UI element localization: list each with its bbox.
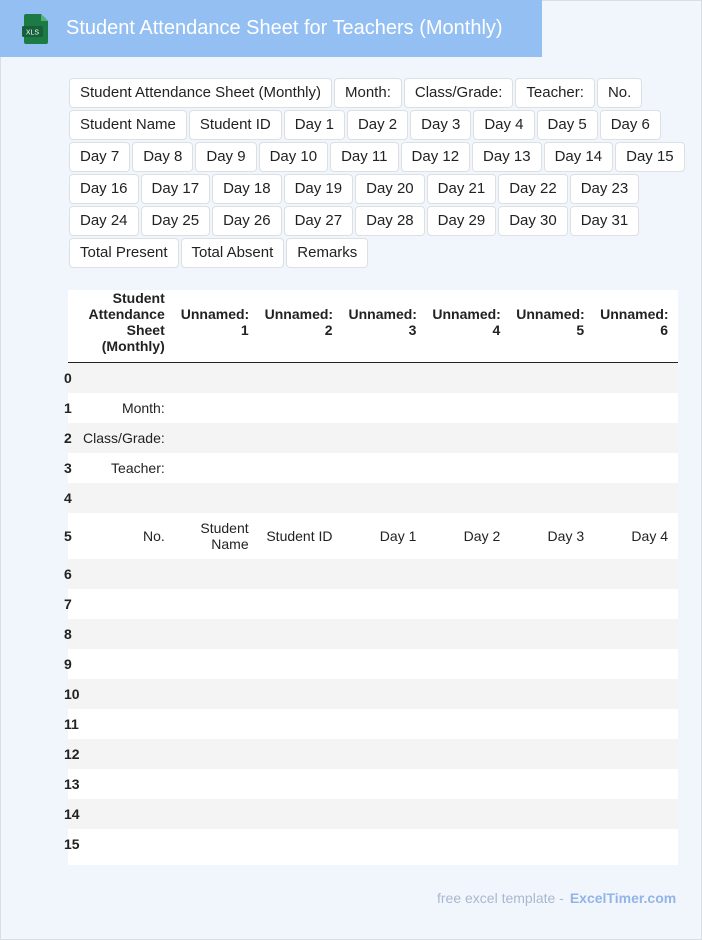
- table-cell: [175, 799, 259, 829]
- table-cell: [343, 619, 427, 649]
- table-cell: [510, 483, 594, 513]
- table-cell: [594, 799, 678, 829]
- table-cell: [175, 619, 259, 649]
- xls-icon-label: XLS: [25, 29, 40, 37]
- column-chip[interactable]: Day 26: [212, 206, 282, 236]
- table-row: [68, 739, 678, 769]
- table-row: [68, 423, 678, 453]
- row-index: 9: [64, 656, 72, 672]
- table-row: [68, 589, 678, 619]
- column-chip[interactable]: Day 3: [410, 110, 471, 140]
- table-cell: [343, 453, 427, 483]
- table-cell: [510, 453, 594, 483]
- row-index: 15: [64, 836, 80, 852]
- column-header: Unnamed: 1: [175, 290, 259, 363]
- table-cell: [426, 393, 510, 423]
- table-cell: [64, 769, 175, 799]
- column-chip[interactable]: Day 19: [284, 174, 354, 204]
- column-chip[interactable]: Day 10: [259, 142, 329, 172]
- table-cell: [175, 769, 259, 799]
- table-cell: [343, 589, 427, 619]
- table-cell: [426, 453, 510, 483]
- data-table: [64, 290, 678, 865]
- row-index: 13: [64, 776, 80, 792]
- table-cell: [64, 393, 175, 423]
- table-cell: [64, 829, 175, 859]
- table-cell: [426, 679, 510, 709]
- table-cell: [343, 363, 427, 394]
- table-cell: [426, 619, 510, 649]
- table-cell: [343, 679, 427, 709]
- column-chip[interactable]: Day 24: [69, 206, 139, 236]
- table-cell: [175, 393, 259, 423]
- table-cell: [510, 423, 594, 453]
- table-cell: [594, 589, 678, 619]
- column-chip[interactable]: Day 9: [195, 142, 256, 172]
- table-row: [68, 513, 678, 559]
- table-cell: [510, 649, 594, 679]
- table-cell: [64, 679, 175, 709]
- table-cell: [64, 589, 175, 619]
- row-index: 11: [64, 716, 79, 732]
- table-cell: [594, 393, 678, 423]
- table-cell: [175, 423, 259, 453]
- column-chip[interactable]: Day 21: [427, 174, 497, 204]
- table-cell: [426, 799, 510, 829]
- table-row: [68, 679, 678, 709]
- table-cell: [175, 709, 259, 739]
- table-row: [68, 393, 678, 423]
- table-cell: [594, 739, 678, 769]
- table-cell: Day 4: [594, 513, 678, 559]
- footer: [437, 890, 676, 906]
- table-cell: [426, 739, 510, 769]
- table-row: [68, 769, 678, 799]
- column-chip[interactable]: Month:: [334, 78, 402, 108]
- table-cell: [510, 589, 594, 619]
- column-header: Unnamed: 3: [343, 290, 427, 363]
- table-header-row: [68, 290, 678, 363]
- column-chip[interactable]: Day 13: [472, 142, 542, 172]
- table-cell: [510, 769, 594, 799]
- table-cell: [343, 769, 427, 799]
- table-cell: [343, 739, 427, 769]
- page-title: Student Attendance Sheet for Teachers (Monthly): [66, 17, 503, 39]
- table-cell: [64, 709, 175, 739]
- column-chip[interactable]: Day 29: [427, 206, 497, 236]
- column-chip[interactable]: Day 14: [544, 142, 614, 172]
- row-index: 12: [64, 746, 80, 762]
- column-chip[interactable]: Day 16: [69, 174, 139, 204]
- table-cell: [594, 619, 678, 649]
- table-cell: [259, 769, 343, 799]
- table-cell: [343, 709, 427, 739]
- table-row: [68, 453, 678, 483]
- table-cell: [64, 649, 175, 679]
- row-index: 2: [64, 430, 72, 446]
- table-cell: [510, 559, 594, 589]
- table-cell: Student Name: [175, 513, 259, 559]
- column-chip[interactable]: Student Attendance Sheet (Monthly): [69, 78, 332, 108]
- column-header: Unnamed: 6: [594, 290, 678, 363]
- column-chip[interactable]: Day 1: [284, 110, 345, 140]
- table-cell: [175, 363, 259, 394]
- column-chip[interactable]: Day 11: [330, 142, 398, 172]
- cell-value: Teacher:: [111, 460, 165, 476]
- table-cell: [594, 649, 678, 679]
- table-cell: [259, 829, 343, 859]
- table-cell: [594, 453, 678, 483]
- column-chip[interactable]: Day 23: [570, 174, 640, 204]
- table-cell: [510, 393, 594, 423]
- table-cell: [594, 769, 678, 799]
- table-cell: [64, 513, 175, 559]
- row-index: 0: [64, 370, 72, 386]
- table-cell: [64, 559, 175, 589]
- column-chip[interactable]: Day 4: [473, 110, 534, 140]
- table-cell: [175, 649, 259, 679]
- column-chip[interactable]: Day 25: [141, 206, 211, 236]
- table-row: [68, 559, 678, 589]
- footer-text: free excel template -: [437, 890, 564, 906]
- table-cell: Day 1: [343, 513, 427, 559]
- table-row: [68, 363, 678, 394]
- row-index: 1: [64, 400, 72, 416]
- table-cell: [64, 453, 175, 483]
- table-cell: [510, 363, 594, 394]
- column-chip[interactable]: Student ID: [189, 110, 282, 140]
- row-index: 6: [64, 566, 72, 582]
- table-cell: [259, 393, 343, 423]
- column-chip[interactable]: Class/Grade:: [404, 78, 514, 108]
- table-cell: [64, 423, 175, 453]
- column-chip[interactable]: Total Absent: [181, 238, 285, 268]
- table-cell: [64, 739, 175, 769]
- table-cell: [343, 393, 427, 423]
- column-chip[interactable]: Day 28: [355, 206, 425, 236]
- column-chip[interactable]: Remarks: [286, 238, 368, 268]
- table-cell: [426, 559, 510, 589]
- column-chip[interactable]: Day 30: [498, 206, 568, 236]
- table-row: [68, 709, 678, 739]
- table-cell: [175, 829, 259, 859]
- table-cell: [343, 649, 427, 679]
- table-cell: [259, 619, 343, 649]
- table-cell: [510, 709, 594, 739]
- column-chip[interactable]: Day 6: [600, 110, 661, 140]
- table-cell: [510, 799, 594, 829]
- table-cell: [594, 829, 678, 859]
- table-cell: [343, 423, 427, 453]
- column-chip[interactable]: Day 2: [347, 110, 408, 140]
- table-row: [68, 649, 678, 679]
- table-row: [68, 619, 678, 649]
- table-cell: [594, 423, 678, 453]
- table-cell: [426, 769, 510, 799]
- table-cell: [259, 739, 343, 769]
- cell-value: Month:: [121, 400, 165, 416]
- table-cell: [426, 709, 510, 739]
- table-cell: [594, 679, 678, 709]
- row-index: 4: [64, 490, 72, 506]
- column-chip[interactable]: No.: [597, 78, 642, 108]
- table-cell: [175, 739, 259, 769]
- row-index: 14: [64, 806, 80, 822]
- column-chip[interactable]: Day 31: [570, 206, 640, 236]
- table-cell: [259, 559, 343, 589]
- table-cell: [426, 423, 510, 453]
- table-cell: [426, 363, 510, 394]
- column-chip[interactable]: Day 22: [498, 174, 568, 204]
- column-chip[interactable]: Day 20: [355, 174, 425, 204]
- column-chips: [69, 78, 699, 270]
- table-cell: [426, 649, 510, 679]
- table-cell: [426, 483, 510, 513]
- cell-value: No.: [142, 528, 165, 544]
- column-header: Student Attendance Sheet (Monthly): [68, 290, 175, 363]
- column-chip[interactable]: Total Present: [69, 238, 179, 268]
- table-cell: [175, 589, 259, 619]
- table-row: [68, 483, 678, 513]
- header-bar: [0, 0, 542, 57]
- row-index: 7: [64, 596, 72, 612]
- table-cell: [175, 679, 259, 709]
- row-index: 10: [64, 686, 80, 702]
- cell-value: Class/Grade:: [83, 430, 165, 446]
- table-cell: [594, 709, 678, 739]
- table-cell: [259, 679, 343, 709]
- table-cell: [64, 363, 175, 394]
- table-cell: [64, 799, 175, 829]
- table-cell: [259, 453, 343, 483]
- table-cell: [343, 559, 427, 589]
- table-cell: [594, 363, 678, 394]
- table-cell: [510, 739, 594, 769]
- column-chip[interactable]: Day 17: [141, 174, 211, 204]
- table-cell: [259, 709, 343, 739]
- table-cell: [426, 589, 510, 619]
- column-chip[interactable]: Day 8: [132, 142, 193, 172]
- table-cell: [259, 363, 343, 394]
- table-cell: [510, 619, 594, 649]
- table-cell: Day 3: [510, 513, 594, 559]
- table-row: [68, 829, 678, 859]
- table-cell: [510, 679, 594, 709]
- table-cell: [510, 829, 594, 859]
- table-cell: [259, 799, 343, 829]
- table-cell: [259, 423, 343, 453]
- table-cell: [64, 483, 175, 513]
- table-cell: [175, 483, 259, 513]
- table-row: [68, 799, 678, 829]
- column-header: Unnamed: 4: [426, 290, 510, 363]
- column-chip[interactable]: Teacher:: [515, 78, 595, 108]
- column-chip[interactable]: Day 27: [284, 206, 354, 236]
- column-header: Unnamed: 5: [510, 290, 594, 363]
- column-chip[interactable]: Day 7: [69, 142, 130, 172]
- table-cell: Day 2: [426, 513, 510, 559]
- footer-brand-link[interactable]: ExcelTimer.com: [569, 890, 677, 906]
- column-header: Unnamed: 2: [259, 290, 343, 363]
- row-index: 8: [64, 626, 72, 642]
- table-cell: [259, 649, 343, 679]
- table-cell: [594, 483, 678, 513]
- table-cell: [175, 559, 259, 589]
- column-chip[interactable]: Day 12: [401, 142, 471, 172]
- table-cell: [259, 483, 343, 513]
- column-chip[interactable]: Day 15: [615, 142, 685, 172]
- table-cell: [343, 829, 427, 859]
- table-cell: Student ID: [259, 513, 343, 559]
- column-chip[interactable]: Student Name: [69, 110, 187, 140]
- table-cell: [175, 453, 259, 483]
- row-index: 3: [64, 460, 72, 476]
- table-cell: [343, 799, 427, 829]
- column-chip[interactable]: Day 5: [537, 110, 598, 140]
- xls-file-icon: [22, 14, 50, 44]
- column-chip[interactable]: Day 18: [212, 174, 282, 204]
- table-cell: [64, 619, 175, 649]
- table-cell: [426, 829, 510, 859]
- row-index: 5: [64, 528, 72, 544]
- table-cell: [343, 483, 427, 513]
- table-cell: [259, 589, 343, 619]
- table-cell: [594, 559, 678, 589]
